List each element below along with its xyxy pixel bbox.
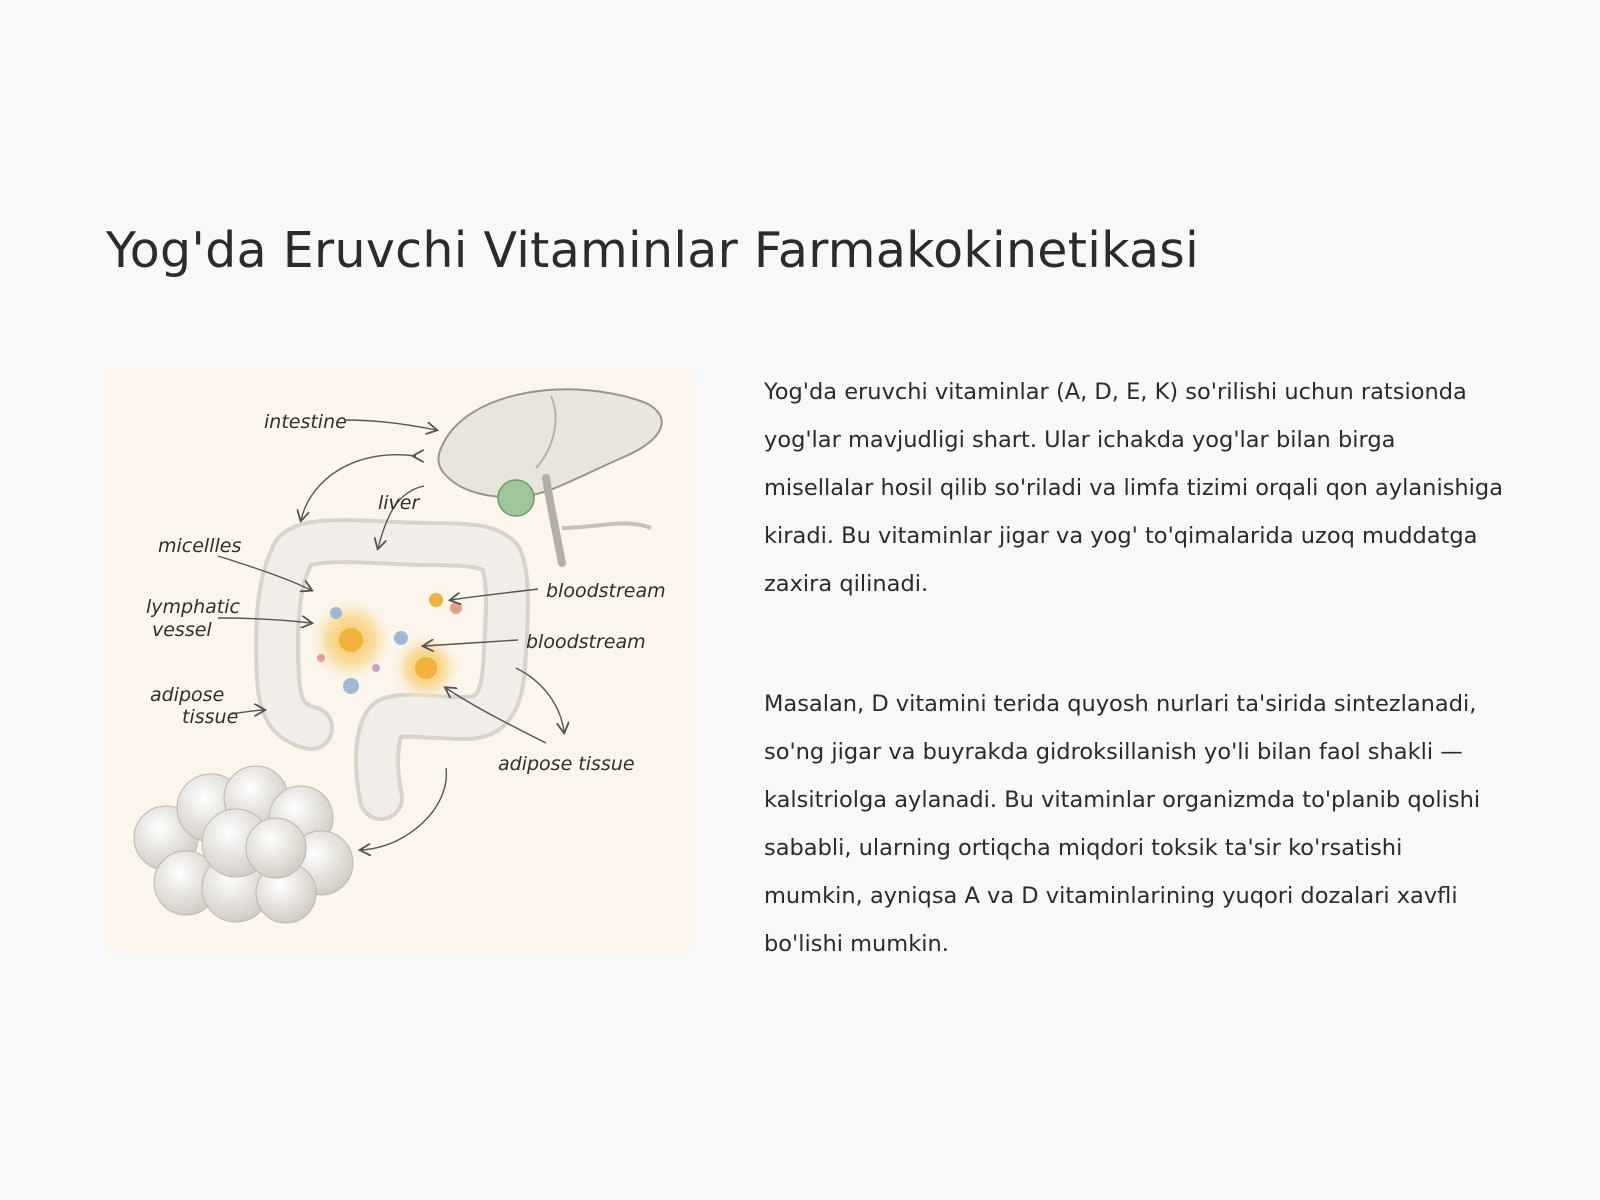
label-lymphatic: lymphatic [146,596,240,618]
label-bloodstream-lower: bloodstream [526,631,646,653]
gallbladder [498,480,534,516]
label-bloodstream-upper: bloodstream [546,580,666,602]
label-adipose: adipose [150,684,225,706]
paragraph-vitamin-d-example: Masalan, D vitamini terida quyosh nurlari ta'sirida sintezlanadi, so'ng jigar va buyrakda gidroksillanish yo'li bilan faol shakli — kalsitriolga aylanadi. Bu vitaminlar organizmda to'planib qolishi sababli, ularning ortiqcha miqdori toksik ta'sir ko'rsatishi mumkin, ayniqsa A va D vitaminlarining yuqori dozalari xavfli bo'lishi mumkin. [764,691,1481,957]
label-liver: liver [378,492,420,514]
body-text [764,368,1504,968]
slide-title: Yog'da Eruvchi Vitaminlar Farmakokinetikasi [106,222,1200,279]
label-tissue: tissue [182,706,239,728]
label-intestine: intestine [264,411,347,433]
label-adipose-tissue-right: adipose tissue [498,753,635,775]
adipose-tissue-globules [134,766,353,923]
fat-soluble-vitamin-illustration [106,368,692,954]
label-vessel: vessel [152,619,212,641]
anatomy-diagram [106,368,692,954]
paragraph-absorption: Yog'da eruvchi vitaminlar (A, D, E, K) so'rilishi uchun ratsionda yog'lar mavjudligi shart. Ular ichakda yog'lar bilan birga misellalar hosil qilib so'riladi va limfa tizimi orqali qon aylanishiga kiradi. Bu vitaminlar jigar va yog' to'qimalarida uzoq muddatga zaxira qilinadi. [764,379,1503,597]
micelles-cluster [307,593,462,704]
label-micelles: micellles [158,535,242,557]
